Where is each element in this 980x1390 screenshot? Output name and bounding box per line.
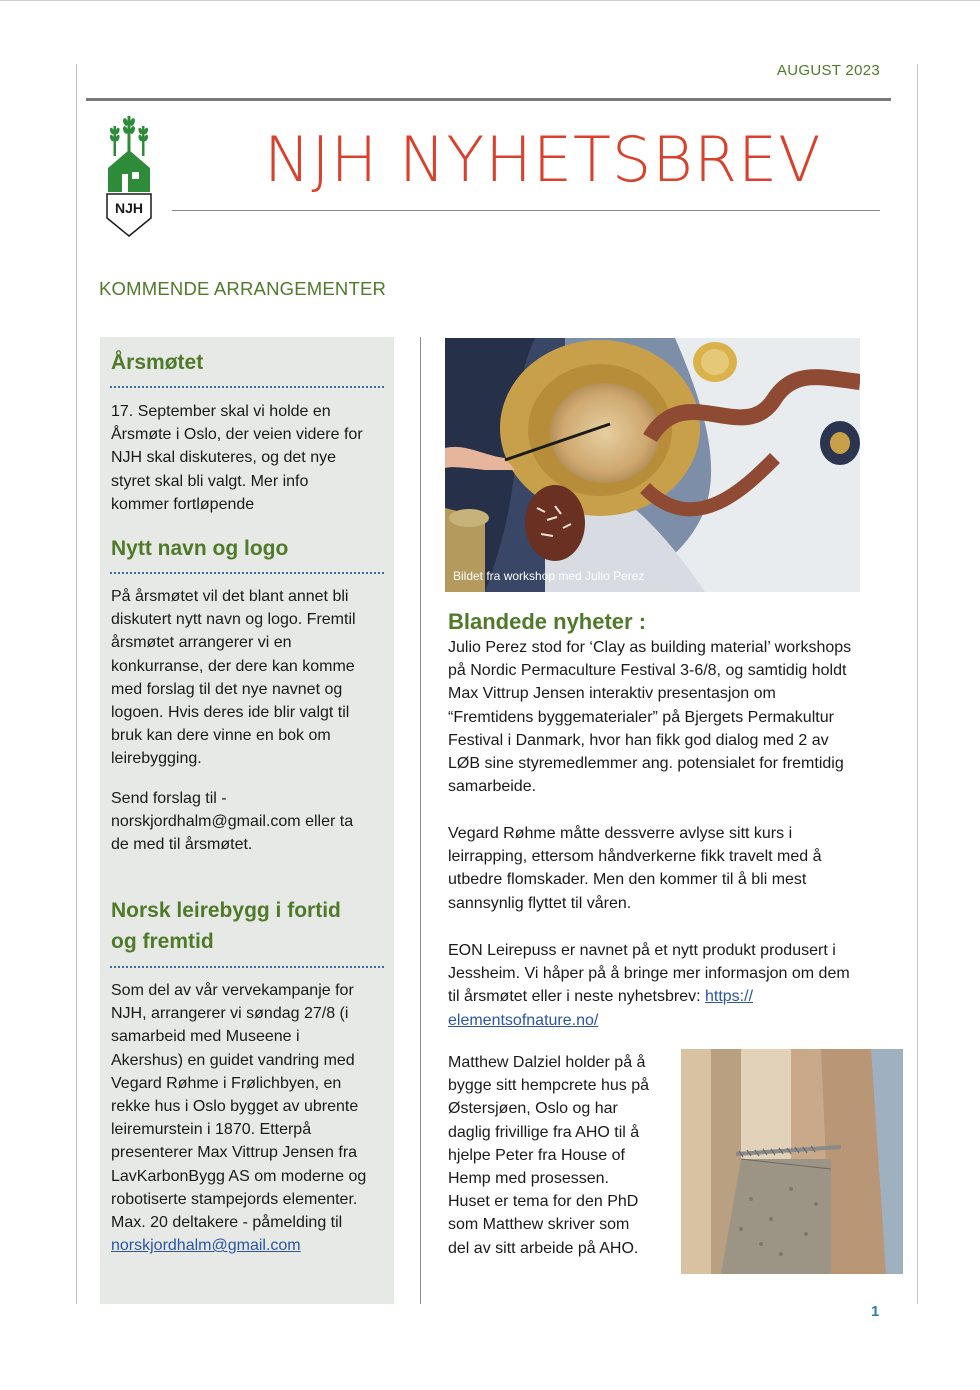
- article-body-norsk-leirebygg: Som del av vår vervekampanje for NJH, arrangerer vi søndag 27/8 (i samarbeid med Museene i Akershus) en guidet vandring med Vegard Røhme i Frølichbyen, en rekke hus i Oslo bygget av ubrente leiremurstein i 1870. Etterpå presenterer Max Vittrup Jensen fra LavKarbonBygg AS om moderne og robotiserte stampejords elementer. Max. 20 deltakere - påmelding til norskjordhalm@gmail.com: [111, 982, 367, 1255]
- article-body-send-forslag: Send forslag til - norskjordhalm@gmail.com eller ta de med til årsmøtet.: [111, 790, 354, 854]
- news-paragraph-4: Matthew Dalziel holder på å bygge sitt hempcrete hus på Østersjøen, Oslo og har daglig frivillige fra AHO til å hjelpe Peter fra House of Hemp med prosessen. Huset er tema for den PhD som Matthew skriver som del av sitt arbeide på AHO.: [448, 1054, 650, 1257]
- section-heading: KOMMENDE ARRANGEMENTER: [99, 278, 387, 299]
- left-margin-line: [76, 64, 77, 1304]
- article-body-arsmotet: 17. September skal vi holde en Årsmøte i Oslo, der veien videre for NJH skal diskuteres, og det nye styret skal bli valgt. Mer info kommer fortløpende: [111, 403, 363, 513]
- page-number: 1: [871, 1303, 880, 1320]
- column-divider: [420, 337, 421, 1304]
- title-rule: [172, 210, 880, 211]
- main-heading: Blandede nyheter :: [448, 609, 647, 634]
- article-body-nytt-navn: På årsmøtet vil det blant annet bli diskutert nytt navn og logo. Fremtil årsmøtet arrangerer vi en konkurranse, der dere kan komme med forslag til det nye navnet og logoen. Hvis deres ide blir valgt til bruk kan dere vinne en bok om leirebygging.: [111, 588, 356, 768]
- article-heading-arsmotet: Årsmøtet: [111, 351, 204, 374]
- dotted-divider: [110, 386, 384, 388]
- news-paragraph-1: Julio Perez stod for ‘Clay as building material’ workshops på Nordic Permaculture Festival 3-6/8, og samtidig holdt Max Vittrup Jensen interaktiv presentasjon om “Fremtidens byggematerialer” på Bjergets Permakultur Festival i Danmark, hvor han fikk god dialog med 2 av LØB sine styremedlemmer ang. potensialet for fremtidig samarbeide.: [448, 639, 852, 796]
- dotted-divider: [110, 966, 384, 968]
- hempcrete-photo: [681, 1049, 903, 1274]
- newsletter-title: NJH NYHETSBREV: [264, 123, 822, 196]
- photo-caption: Bildet fra workshop med Julio Perez: [453, 569, 645, 583]
- article-heading-nytt-navn: Nytt navn og logo: [111, 537, 289, 560]
- right-margin-line: [917, 64, 918, 1304]
- header-rule: [86, 98, 891, 101]
- email-link[interactable]: norskjordhalm@gmail.com: [111, 1237, 301, 1255]
- eon-link-part2[interactable]: elementsofnature.no/: [448, 1011, 599, 1029]
- issue-date: AUGUST 2023: [776, 62, 880, 79]
- dotted-divider: [110, 572, 384, 574]
- news-paragraph-3: EON Leirepuss er navnet på et nytt produkt produsert i Jessheim. Vi håper på å bringe mer informasjon om dem til årsmøtet eller i neste nyhetsbrev: https:// elementsofnature.no/: [448, 942, 850, 1029]
- logo-text: NJH: [114, 200, 144, 216]
- news-paragraph-2: Vegard Røhme måtte dessverre avlyse sitt kurs i leirrapping, ettersom håndverkerne fikk travelt med å utbedre flomskader. Men den kommer til å bli mest sannsynlig flyttet til våren.: [448, 825, 822, 912]
- eon-link-part1[interactable]: https://: [704, 988, 754, 1006]
- article-heading-norsk-leirebygg: Norsk leirebygg i fortid og fremtid: [111, 899, 341, 953]
- njh-logo-icon: [104, 112, 154, 238]
- page-top-edge: [0, 0, 980, 1]
- workshop-photo: [445, 338, 860, 592]
